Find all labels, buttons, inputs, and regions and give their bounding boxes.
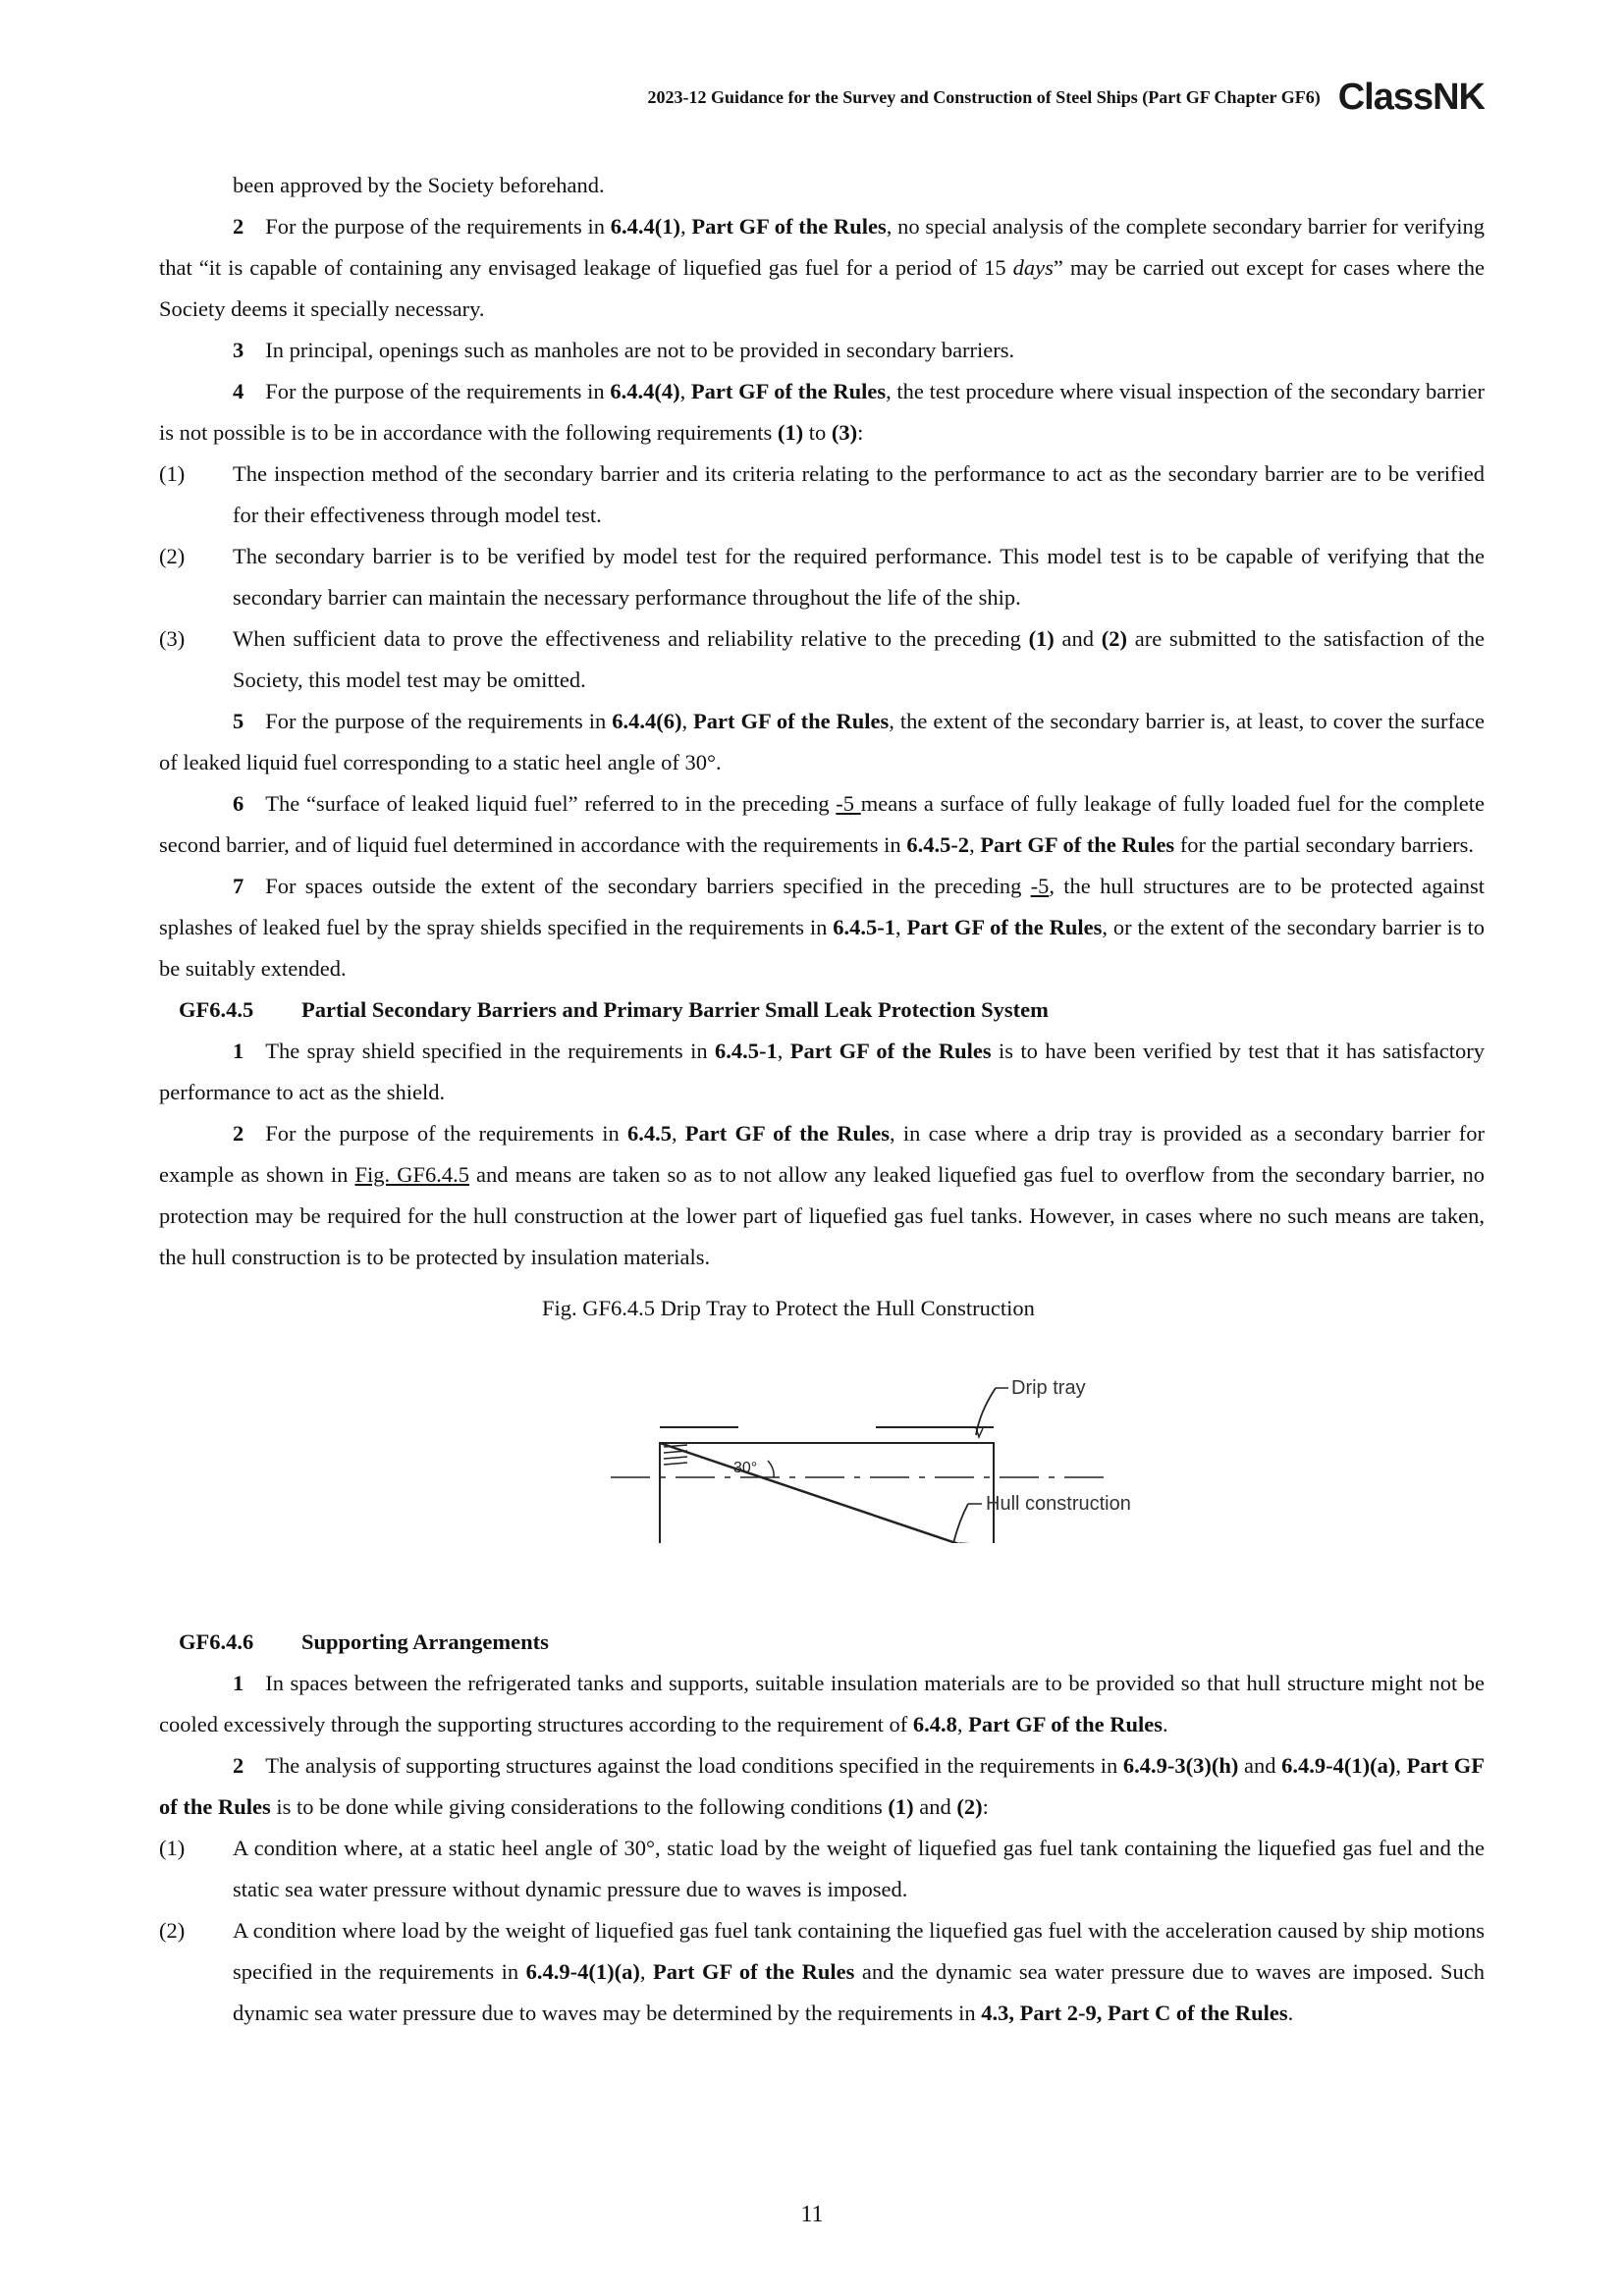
paragraph-continuation: been approved by the Society beforehand.	[233, 173, 605, 197]
page-number: 11	[800, 2202, 824, 2227]
drip-tray-label: Drip tray	[1011, 1377, 1086, 1399]
paragraph-4: 4 For the purpose of the requirements in 6.4.4(4), Part GF of the Rules, the test procedure where visual inspection of the secondary barrier is not possible is to be in accordance with the following requirements (1) to (3):	[159, 379, 1485, 445]
angle-label: 30°	[733, 1460, 758, 1476]
cross-reference-link[interactable]: -5	[836, 791, 861, 816]
section-heading: GF6.4.5 Partial Secondary Barriers and Primary Barrier Small Leak Protection System	[179, 997, 1049, 1022]
paragraph-2c: 2 The analysis of supporting structures against the load conditions specified in the requirements in 6.4.9-3(3)(h) and 6.4.9-4(1)(a), Part GF of the Rules is to be done while giving considerations to the following conditions (1) and (2):	[159, 1753, 1486, 1819]
drip-tray-diagram	[581, 1317, 1131, 1543]
section-heading: GF6.4.6 Supporting Arrangements	[179, 1629, 549, 1654]
figure-caption: Fig. GF6.4.5 Drip Tray to Protect the Hull Construction	[542, 1296, 1035, 1320]
paragraph-1b: 1 In spaces between the refrigerated tanks and supports, suitable insulation materials are to be provided so that hull structure might not be cooled excessively through the supporting structures according to the requirement of 6.4.8, Part GF of the Rules.	[159, 1671, 1485, 1736]
figure-link[interactable]: Fig. GF6.4.5	[354, 1162, 469, 1187]
list-item: (2) A condition where load by the weight of liquefied gas fuel tank containing the liquefied gas fuel with the acceleration caused by ship motions specified in the requirements in 6.4.9-4(1)(a), Part GF of the Rules and the dynamic sea water pressure due to waves are imposed. Such dynamic sea water pressure due to waves may be determined by the requirements in 4.3, Part 2-9, Part C of the Rules.	[159, 1918, 1486, 2025]
paragraph-2: 2 For the purpose of the requirements in 6.4.4(1), Part GF of the Rules, no special analysis of the complete secondary barrier for verifying that “it is capable of containing any envisaged leakage of liquefied gas fuel for a period of 15 days” may be carried out except for cases where the Society deems it specially necessary.	[159, 214, 1486, 321]
paragraph-2b: 2 For the purpose of the requirements in 6.4.5, Part GF of the Rules, in case where a drip tray is provided as a secondary barrier for example as shown in Fig. GF6.4.5 and means are taken so as to not allow any leaked liquefied gas fuel to overflow from the secondary barrier, no protection may be required for the hull construction at the lower part of liquefied gas fuel tanks. However, in cases where no such means are taken, the hull construction is to be protected by insulation materials.	[159, 1121, 1486, 1269]
list-item: (2) The secondary barrier is to be verified by model test for the required performance. This model test is to be capable of verifying that the secondary barrier can maintain the necessary performance throughout the life of the ship.	[159, 544, 1485, 610]
paragraph-7: 7 For spaces outside the extent of the secondary barriers specified in the preceding -5, the hull structures are to be protected against splashes of leaked fuel by the spray shields specified in the requirements in 6.4.5-1, Part GF of the Rules, or the extent of the secondary barrier is to be suitably extended.	[159, 874, 1486, 981]
document-body	[159, 165, 1485, 2034]
classnk-logo: ClassNK	[1337, 76, 1485, 118]
paragraph-3: 3 In principal, openings such as manholes are not to be provided in secondary barriers.	[233, 338, 1015, 362]
paragraph-1: 1 The spray shield specified in the requirements in 6.4.5-1, Part GF of the Rules is to have been verified by test that it has satisfactory performance to act as the shield.	[159, 1039, 1486, 1104]
cross-reference-link[interactable]: -5	[1030, 874, 1050, 898]
paragraph-5: 5 For the purpose of the requirements in 6.4.4(6), Part GF of the Rules, the extent of the secondary barrier is, at least, to cover the surface of leaked liquid fuel corresponding to a static heel angle of 30°.	[159, 709, 1485, 774]
header-title: 2023-12 Guidance for the Survey and Construction of Steel Ships (Part GF Chapter GF6)	[647, 86, 1321, 107]
figure-drip-tray	[159, 1278, 1485, 1622]
paragraph-6: 6 The “surface of leaked liquid fuel” referred to in the preceding -5 means a surface of fully leakage of fully loaded fuel for the complete second barrier, and of liquid fuel determined in accordance with the requirements in 6.4.5-2, Part GF of the Rules for the partial secondary barriers.	[159, 791, 1485, 857]
page-header	[550, 73, 1485, 122]
list-item: (1) A condition where, at a static heel angle of 30°, static load by the weight of liquefied gas fuel tank containing the liquefied gas fuel and the static sea water pressure without dynamic pressure due to waves is imposed.	[159, 1836, 1485, 1901]
list-item: (1) The inspection method of the secondary barrier and its criteria relating to the performance to act as the secondary barrier are to be verified for their effectiveness through model test.	[159, 461, 1485, 527]
list-item: (3) When sufficient data to prove the effectiveness and reliability relative to the preceding (1) and (2) are submitted to the satisfaction of the Society, this model test may be omitted.	[159, 626, 1485, 692]
hull-construction-label: Hull construction	[986, 1493, 1131, 1515]
